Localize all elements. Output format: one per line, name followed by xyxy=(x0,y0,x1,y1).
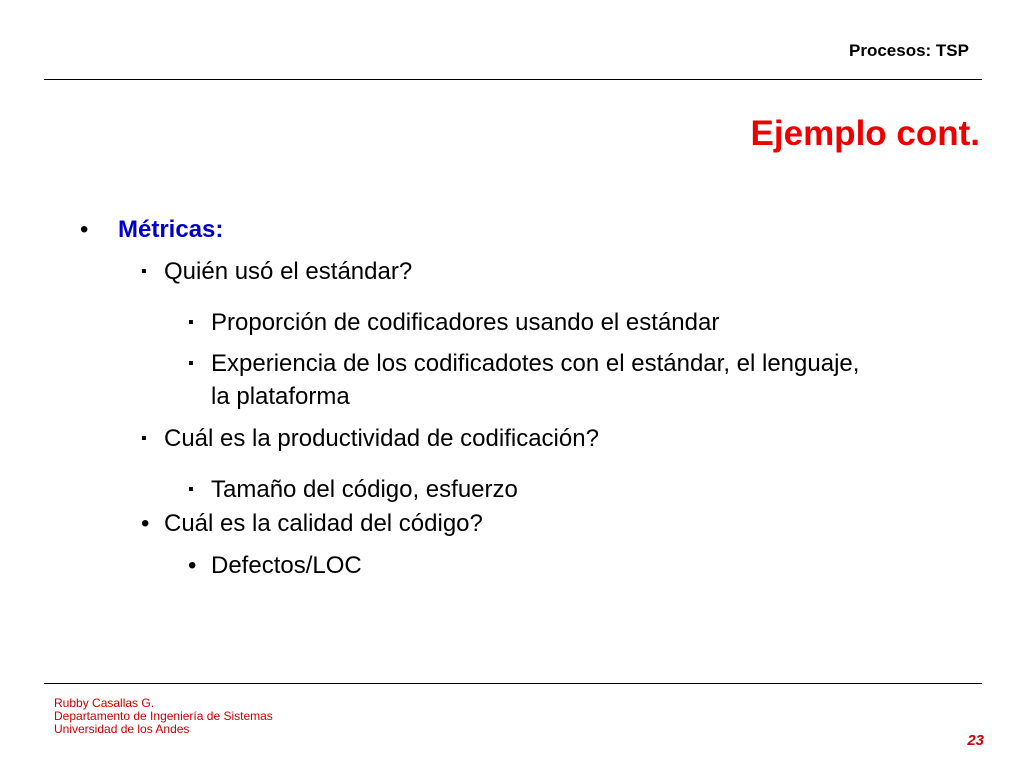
footer-author: Rubby Casallas G. xyxy=(54,696,155,710)
bullet-square-icon: ▪ xyxy=(188,481,194,498)
top-divider xyxy=(44,79,982,80)
slide-title: Ejemplo cont. xyxy=(750,114,980,153)
footer-university: Universidad de los Andes xyxy=(54,722,190,736)
bullet-metricas: Métricas: xyxy=(118,216,224,243)
bullet-quien: Quién usó el estándar? xyxy=(164,258,413,285)
bottom-divider xyxy=(44,683,982,684)
bullet-productividad: Cuál es la productividad de codificación? xyxy=(164,425,599,452)
bullet-calidad: Cuál es la calidad del código? xyxy=(164,510,483,537)
header-title: Procesos: TSP xyxy=(849,41,969,60)
bullet-square-icon: ▪ xyxy=(141,263,147,280)
bullet-dot-icon: • xyxy=(80,216,89,243)
bullet-dot-icon: • xyxy=(188,552,197,579)
footer-credits xyxy=(54,697,273,736)
bullet-tamano: Tamaño del código, esfuerzo xyxy=(211,476,518,503)
bullet-square-icon: ▪ xyxy=(141,430,147,447)
bullet-square-icon: ▪ xyxy=(188,314,194,331)
footer-department: Departamento de Ingeniería de Sistemas xyxy=(54,709,273,723)
bullet-proporcion: Proporción de codificadores usando el estándar xyxy=(211,309,720,336)
bullet-square-icon: ▪ xyxy=(188,355,194,372)
bullet-experiencia-line1: Experiencia de los codificadotes con el estándar, el lenguaje, xyxy=(211,350,860,377)
bullet-experiencia-line2: la plataforma xyxy=(211,383,350,410)
bullet-defectos: Defectos/LOC xyxy=(211,552,362,579)
bullet-dot-icon: • xyxy=(141,510,150,537)
page-number: 23 xyxy=(967,732,984,749)
